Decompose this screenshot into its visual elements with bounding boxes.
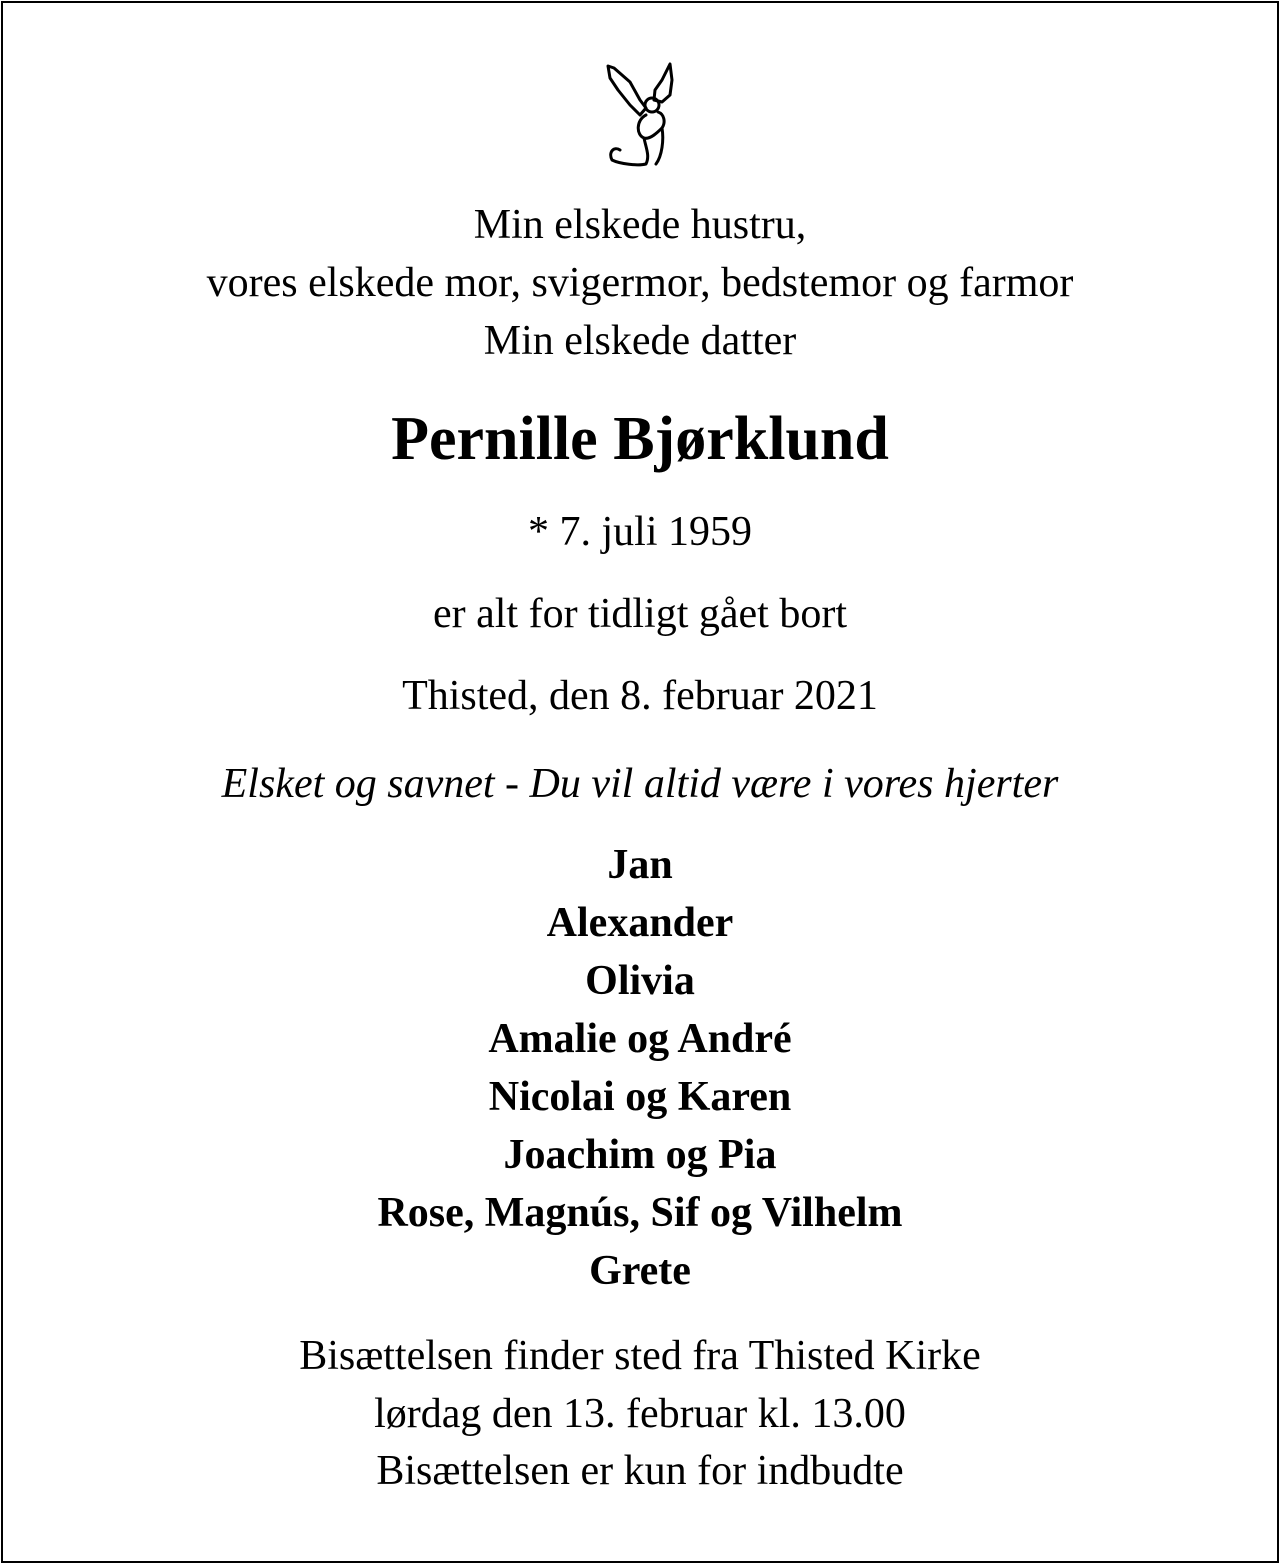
- mourner: Amalie og André: [488, 1016, 792, 1062]
- motto: Elsket og savnet - Du vil altid være i vores hjerter: [221, 761, 1059, 807]
- deceased-name: Pernille Bjørklund: [391, 405, 889, 473]
- mourner: Alexander: [546, 900, 734, 946]
- mourner: Rose, Magnús, Sif og Vilhelm: [377, 1190, 903, 1236]
- mourner: Joachim og Pia: [503, 1132, 777, 1178]
- birth-date: * 7. juli 1959: [527, 509, 752, 555]
- intro-line-3: Min elskede datter: [483, 318, 797, 364]
- intro-line-2: vores elskede mor, svigermor, bedstemor og farmor: [206, 260, 1074, 306]
- intro-line-1: Min elskede hustru,: [473, 202, 807, 248]
- funeral-line-3: Bisættelsen er kun for indbudte: [376, 1448, 904, 1494]
- passed-text: er alt for tidligt gået bort: [432, 591, 848, 637]
- angel-icon: [600, 60, 680, 170]
- place-date: Thisted, den 8. februar 2021: [402, 673, 878, 719]
- funeral-line-1: Bisættelsen finder sted fra Thisted Kirke: [299, 1333, 981, 1379]
- mourner: Jan: [607, 842, 673, 888]
- mourner: Grete: [589, 1248, 691, 1294]
- funeral-line-2: lørdag den 13. februar kl. 13.00: [374, 1391, 906, 1437]
- mourner: Olivia: [585, 958, 695, 1004]
- mourner: Nicolai og Karen: [488, 1074, 792, 1120]
